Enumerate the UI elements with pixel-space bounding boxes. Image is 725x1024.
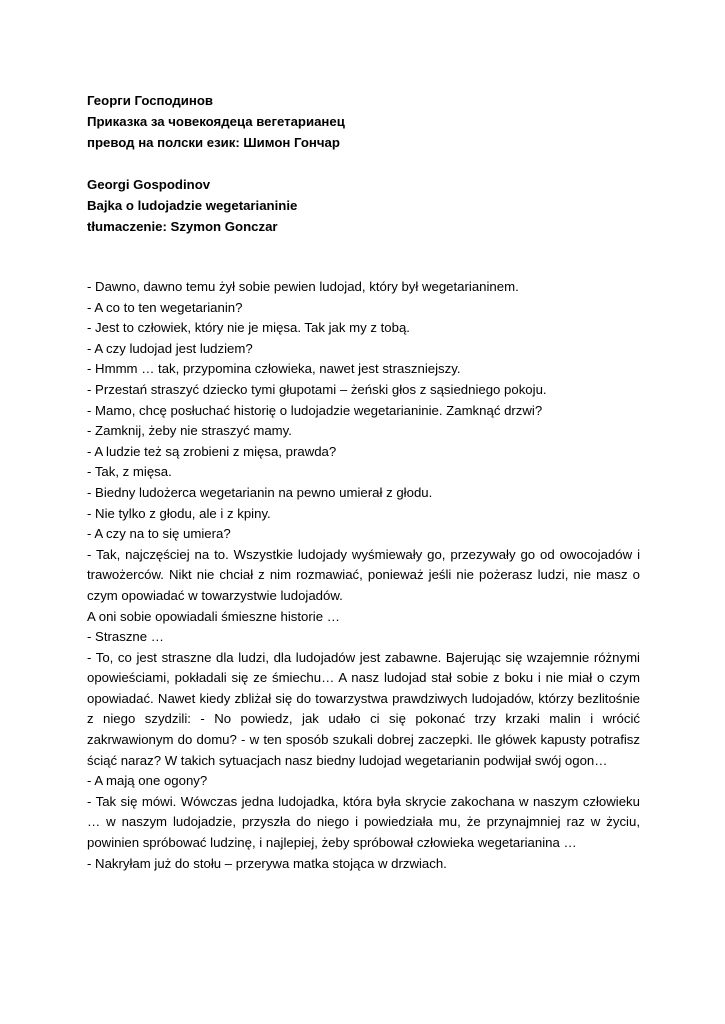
paragraph: - A czy ludojad jest ludziem? (87, 340, 253, 356)
title-bg: Приказка за човекоядеца вегетарианец (87, 114, 345, 129)
paragraph: - Zamknij, żeby nie straszyć mamy. (87, 423, 292, 439)
translation-bg: превод на полски език: Шимон Гончар (87, 135, 340, 150)
paragraph: - Tak, najczęściej na to. Wszystkie ludojady wyśmiewały go, przezywały go od owocojadów i trawożerców. Nikt nie chciał z nim rozmawiać, ponieważ jeśli nie pożerasz ludzi, nie masz o czym opowiadać w towarzystwie ludojadów. (87, 546, 640, 603)
paragraph: - Tak, z mięsa. (87, 464, 172, 480)
paragraph: - A ludzie też są zrobieni z mięsa, prawda? (87, 443, 337, 459)
paragraph: - Jest to człowiek, który nie je mięsa. Tak jak my z tobą. (87, 320, 410, 336)
paragraph: - Mamo, chcę posłuchać historię o ludojadzie wegetarianinie. Zamknąć drzwi? (87, 402, 543, 418)
paragraph: - Dawno, dawno temu żył sobie pewien ludojad, który był wegetarianinem. (87, 279, 519, 294)
paragraph: - A czy na to się umiera? (87, 526, 231, 542)
header-bulgarian (87, 90, 640, 153)
translation-pl: tłumaczenie: Szymon Gonczar (87, 219, 278, 234)
paragraph: - A mają one ogony? (87, 773, 208, 789)
paragraph: - To, co jest straszne dla ludzi, dla ludojadów jest zabawne. Bajerując się wzajemnie różnymi opowieściami, pokładali się ze śmiechu… A nasz ludojad stał sobie z boku i nie miał o czym opowiadać. Nawet kiedy zbliżał się do towarzystwa prawdziwych ludojadów, którzy bezlitośnie z niego szydzili: - No powiedz, jak udało ci się pokonać trzy krzaki malin i wrócić zakrwawionym do domu? - w ten sposób szukali dobrej zaczepki. Ile główek kapusty potrafisz ściąć naraz? W takich sytuacjach nasz biedny ludojad wegetarianin podwijał swój ogon… (87, 649, 640, 768)
paragraph: - Nakryłam już do stołu – przerywa matka stojąca w drzwiach. (87, 855, 447, 871)
paragraph: - Biedny ludożerca wegetarianin na pewno umierał z głodu. (87, 484, 433, 500)
paragraph: - Nie tylko z głodu, ale i z kpiny. (87, 505, 271, 521)
header-polish (87, 174, 640, 237)
title-pl: Bajka o ludojadzie wegetarianinie (87, 198, 298, 213)
paragraph: - Przestań straszyć dziecko tymi głupotami – żeński głos z sąsiedniego pokoju. (87, 381, 547, 397)
paragraph: - Straszne … (87, 629, 164, 645)
paragraph: - Hmmm … tak, przypomina człowieka, nawet jest straszniejszy. (87, 361, 461, 377)
document-page (87, 90, 640, 874)
author-bg: Георги Господинов (87, 93, 214, 108)
story-body (87, 277, 640, 874)
paragraph: A oni sobie opowiadali śmieszne historie … (87, 608, 340, 624)
paragraph: - A co to ten wegetarianin? (87, 299, 243, 315)
author-pl: Georgi Gospodinov (87, 177, 211, 192)
paragraph: - Tak się mówi. Wówczas jedna ludojadka, która była skrycie zakochana w naszym człowieku … w naszym ludojadzie, przyszła do niego i powiedziała mu, że przynajmniej raz w życiu, powinien spróbować ludzinę, i najlepiej, żeby spróbował człowieka wegetarianina … (87, 793, 640, 851)
